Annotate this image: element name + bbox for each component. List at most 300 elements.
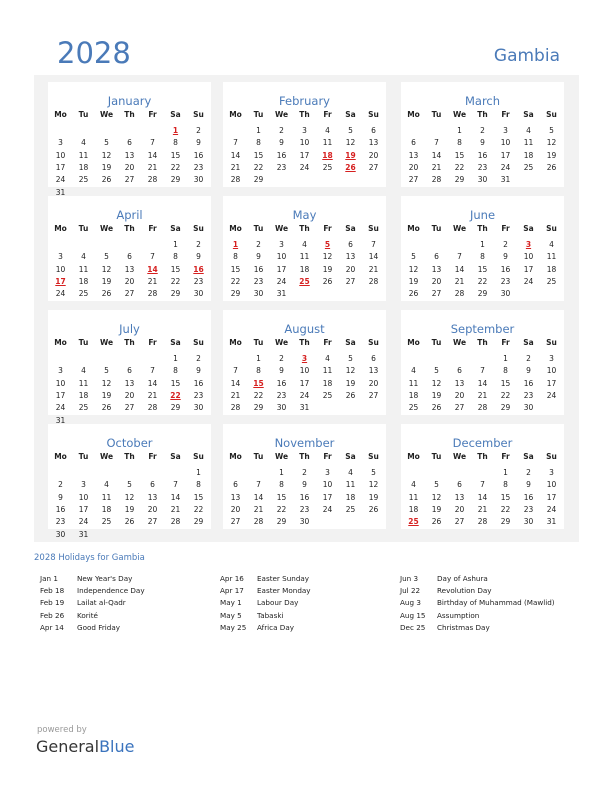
calendar-day: 19 [101,390,112,400]
calendar-day: 12 [431,378,442,388]
month-march [401,82,564,187]
calendar-day: 6 [457,366,462,376]
calendar-day: 21 [147,162,158,172]
calendar-day: 7 [480,366,485,376]
weekday-header: Tu [431,452,442,461]
calendar-day: 8 [196,480,201,490]
calendar-day: 3 [58,138,63,148]
weekday-header: Mo [54,224,67,233]
calendar-day: 23 [477,162,488,172]
calendar-day: 3 [58,252,63,262]
calendar-day: 8 [503,366,508,376]
holiday-date: Jan 1 [40,574,58,583]
holiday-name: Birthday of Muhammad (Mawlid) [437,598,555,608]
calendar-day: 15 [170,150,181,160]
month-february [223,82,386,187]
calendar-day: 31 [276,289,287,299]
calendar-day: 27 [147,517,158,527]
calendar-day: 21 [431,162,442,172]
weekday-header: Th [477,338,488,347]
calendar-day: 1 [279,468,284,477]
calendar-day: 24 [299,390,310,400]
calendar-day: 23 [276,390,287,400]
weekday-header: Tu [78,224,89,233]
calendar-day: 30 [523,403,534,413]
calendar-day: 19 [546,150,557,160]
calendar-day: 13 [124,150,135,160]
calendar-day: 10 [55,378,66,388]
calendar-day: 29 [193,517,204,527]
calendar-day: 4 [348,468,353,477]
calendar-day: 14 [477,492,488,502]
calendar-day: 13 [368,138,379,148]
holiday-day: 25 [408,517,419,527]
holiday-name: Labour Day [257,598,299,608]
weekday-header: Mo [229,452,242,461]
calendar-day: 20 [124,276,135,286]
calendar-day: 5 [104,252,109,262]
calendar-day: 22 [193,504,204,514]
holiday-date: Aug 3 [400,598,421,608]
calendar-day: 23 [55,517,66,527]
calendar-day: 19 [101,162,112,172]
weekday-header: Th [477,452,488,461]
weekday-header: Tu [253,110,264,119]
holiday-day: 3 [525,240,532,249]
month-october [48,424,211,539]
calendar-day: 16 [193,378,204,388]
weekday-header: Su [193,224,204,233]
month-name: June [469,208,496,222]
calendar-day: 9 [196,252,201,262]
holiday-day: 16 [193,264,204,274]
calendar-day: 8 [480,252,485,262]
calendar-day: 5 [104,366,109,376]
weekday-header: Su [368,338,379,347]
calendar-day: 2 [480,126,485,135]
weekday-header: Mo [229,224,242,233]
calendar-day: 22 [230,276,241,286]
calendar-day: 7 [457,252,462,262]
calendar-day: 11 [345,480,356,490]
calendar-day: 21 [230,390,241,400]
calendar-day: 27 [454,517,465,527]
calendar-day: 27 [368,162,379,172]
weekday-header: Fr [148,224,157,233]
calendar-day: 4 [325,354,330,363]
weekday-header: Mo [54,338,67,347]
calendar-day: 1 [196,468,201,477]
year-title: 2028 [57,36,131,70]
holiday-day: 18 [322,150,333,160]
calendar-day: 6 [371,126,376,135]
weekday-header: Su [193,338,204,347]
calendar-day: 9 [196,366,201,376]
weekday-header: Sa [523,338,534,347]
calendar-day: 18 [78,390,89,400]
calendar-day: 1 [173,354,178,363]
calendar-day: 18 [299,264,310,274]
calendar-day: 23 [500,276,511,286]
calendar-day: 8 [279,480,284,490]
calendar-day: 25 [322,162,333,172]
calendar-day: 5 [348,126,353,135]
calendar-day: 8 [256,366,261,376]
calendar-day: 11 [299,252,310,262]
calendar-day: 25 [408,403,419,413]
calendar-day: 30 [523,517,534,527]
calendar-day: 12 [101,150,112,160]
holiday-day: 19 [345,150,356,160]
calendar-day: 17 [546,492,557,502]
weekday-header: We [274,452,289,461]
calendar-day: 20 [368,150,379,160]
calendar-day: 21 [170,504,181,514]
calendar-day: 16 [253,264,264,274]
weekday-header: Su [546,338,557,347]
calendar-day: 14 [147,150,158,160]
calendar-day: 28 [253,517,264,527]
calendar-day: 29 [253,403,264,413]
weekday-header: Sa [523,452,534,461]
calendar-day: 16 [523,378,534,388]
calendar-day: 1 [256,354,261,363]
holiday-day: 17 [55,276,66,286]
calendar-day: 7 [173,480,178,490]
calendar-day: 17 [299,150,310,160]
calendar-day: 12 [345,366,356,376]
calendar-day: 21 [368,264,379,274]
calendar-day: 28 [147,175,158,185]
calendar-day: 9 [503,252,508,262]
holiday-day: 5 [324,240,331,249]
holiday-date: Feb 26 [40,610,65,620]
calendar-day: 7 [434,138,439,148]
calendar-day: 29 [276,517,287,527]
calendar-day: 20 [230,504,241,514]
weekday-header: We [99,224,114,233]
calendar-day: 17 [55,390,66,400]
calendar-day: 24 [546,390,557,400]
calendar-day: 2 [526,468,531,477]
calendar-day: 23 [253,276,264,286]
month-name: January [107,94,152,108]
weekday-header: Th [299,110,310,119]
calendar-day: 28 [230,403,241,413]
calendar-day: 28 [454,289,465,299]
holiday-day: 1 [172,126,179,135]
calendar-day: 23 [299,504,310,514]
calendar-day: 26 [408,289,419,299]
calendar-day: 16 [193,150,204,160]
calendar-day: 11 [523,138,534,148]
calendar-day: 24 [78,517,89,527]
calendar-day: 25 [101,517,112,527]
calendar-day: 5 [371,468,376,477]
calendar-day: 17 [546,378,557,388]
weekday-header: Su [193,452,204,461]
calendar-day: 7 [150,138,155,148]
weekday-header: Th [299,224,310,233]
calendar-day: 10 [546,480,557,490]
powered-by-text: powered by [37,725,87,735]
calendar-day: 30 [55,529,66,539]
calendar-day: 12 [322,252,333,262]
calendar-day: 4 [411,480,416,490]
calendar-day: 26 [101,403,112,413]
calendar-day: 1 [457,126,462,135]
calendar-day: 6 [150,480,155,490]
holiday-name: Tabaski [257,610,284,620]
calendar-day: 30 [193,289,204,299]
calendar-day: 26 [546,162,557,172]
calendar-day: 9 [526,366,531,376]
calendar-day: 3 [279,240,284,249]
calendar-day: 25 [523,162,534,172]
calendar-day: 29 [170,289,181,299]
calendar-day: 9 [279,366,284,376]
holiday-day: 1 [232,240,239,249]
calendar-day: 26 [101,289,112,299]
weekday-header: Mo [54,110,67,119]
calendar-day: 8 [173,366,178,376]
calendar-day: 23 [523,504,534,514]
calendar-day: 6 [371,354,376,363]
calendar-day: 26 [322,276,333,286]
month-name: August [284,322,325,336]
weekday-header: Th [299,452,310,461]
calendar-day: 2 [302,468,307,477]
weekday-header: Su [368,110,379,119]
calendar-day: 17 [78,504,89,514]
calendar-day: 10 [299,366,310,376]
calendar-day: 17 [523,264,534,274]
calendar-day: 19 [124,504,135,514]
month-november [223,424,386,529]
weekday-header: Sa [345,110,356,119]
calendar-day: 4 [325,126,330,135]
calendar-day: 26 [431,403,442,413]
holiday-day: 15 [253,378,264,388]
calendar-day: 15 [253,150,264,160]
weekday-header: Tu [253,452,264,461]
calendar-day: 7 [480,480,485,490]
calendar-day: 18 [408,504,419,514]
calendar-day: 19 [345,378,356,388]
calendar-day: 2 [196,354,201,363]
calendar-day: 14 [253,492,264,502]
calendar-day: 2 [503,240,508,249]
calendar-day: 10 [55,150,66,160]
calendar-day: 29 [230,289,241,299]
calendar-day: 13 [431,264,442,274]
calendar-day: 14 [170,492,181,502]
calendar-day: 5 [348,354,353,363]
calendar-day: 14 [454,264,465,274]
calendar-day: 15 [477,264,488,274]
calendar-day: 20 [431,276,442,286]
calendar-day: 19 [368,492,379,502]
calendar-day: 16 [500,264,511,274]
calendar-day: 26 [124,517,135,527]
brand-logo [36,737,134,756]
calendar-day: 1 [503,468,508,477]
holiday-name: Easter Sunday [257,574,310,583]
calendar-day: 27 [408,175,419,185]
calendar-day: 14 [147,378,158,388]
calendar-day: 25 [322,390,333,400]
calendar-day: 26 [368,504,379,514]
calendar-day: 13 [368,366,379,376]
calendar-day: 28 [477,517,488,527]
calendar-day: 22 [170,162,181,172]
calendar-day: 31 [299,403,310,413]
calendar-day: 4 [411,366,416,376]
calendar-day: 4 [81,366,86,376]
calendar-day: 18 [101,504,112,514]
calendar-grid [34,75,579,542]
calendar-day: 8 [233,252,238,262]
weekday-header: Fr [323,224,332,233]
calendar-day: 24 [276,276,287,286]
month-name: September [450,322,515,336]
weekday-header: Fr [501,452,510,461]
calendar-day: 6 [127,252,132,262]
month-name: July [119,322,140,336]
calendar-day: 23 [276,162,287,172]
weekday-header: Th [124,452,135,461]
calendar-day: 14 [230,150,241,160]
calendar-day: 10 [546,366,557,376]
weekday-header: Sa [345,338,356,347]
calendar-day: 4 [526,126,531,135]
calendar-day: 19 [322,264,333,274]
weekday-header: Tu [253,224,264,233]
calendar-day: 6 [233,480,238,490]
calendar-day: 26 [101,175,112,185]
calendar-day: 3 [302,126,307,135]
weekday-header: We [452,452,467,461]
weekday-header: Th [299,338,310,347]
calendar-day: 30 [193,175,204,185]
holiday-date: Jul 22 [400,586,421,596]
calendar-day: 7 [256,480,261,490]
calendar-day: 31 [78,529,89,539]
calendar-day: 10 [523,252,534,262]
calendar-day: 22 [170,276,181,286]
holiday-date: Apr 14 [40,622,64,632]
calendar-day: 27 [124,289,135,299]
holiday-date: Aug 15 [400,610,426,620]
calendar-day: 7 [150,252,155,262]
month-september [401,310,564,415]
calendar-day: 19 [408,276,419,286]
calendar-day: 22 [253,162,264,172]
calendar-day: 28 [170,517,181,527]
weekday-header: We [452,110,467,119]
calendar-day: 24 [546,504,557,514]
calendar-day: 18 [546,264,557,274]
calendar-day: 12 [345,138,356,148]
calendar-day: 15 [500,378,511,388]
weekday-header: Fr [323,110,332,119]
calendar-day: 7 [150,366,155,376]
calendar-day: 15 [500,492,511,502]
calendar-day: 13 [147,492,158,502]
calendar-day: 22 [454,162,465,172]
calendar-day: 14 [230,378,241,388]
calendar-day: 29 [500,517,511,527]
weekday-header: Th [477,110,488,119]
weekday-header: Sa [523,224,534,233]
calendar-day: 20 [368,378,379,388]
calendar-day: 3 [549,354,554,363]
holiday-name: Assumption [437,610,480,620]
weekday-header: Fr [323,338,332,347]
calendar-day: 24 [55,403,66,413]
holiday-day: 3 [301,354,308,363]
weekday-header: Su [368,224,379,233]
calendar-day: 14 [368,252,379,262]
month-name: March [464,94,501,108]
calendar-day: 11 [78,378,89,388]
calendar-day: 5 [434,480,439,490]
calendar-day: 10 [78,492,89,502]
holiday-name: Christmas Day [437,622,490,632]
weekday-header: We [99,110,114,119]
holiday-name: Day of Ashura [437,574,488,583]
weekday-header: Th [477,224,488,233]
weekday-header: We [274,338,289,347]
calendar-day: 7 [233,366,238,376]
calendar-day: 31 [55,187,66,197]
weekday-header: Mo [407,224,420,233]
calendar-day: 9 [302,480,307,490]
weekday-header: We [274,224,289,233]
calendar-day: 15 [170,378,181,388]
calendar-day: 13 [230,492,241,502]
holiday-date: May 5 [220,610,242,620]
weekday-header: Fr [148,338,157,347]
calendar-day: 30 [193,403,204,413]
weekday-header: Sa [345,224,356,233]
weekday-header: Mo [54,452,67,461]
calendar-day: 31 [500,175,511,185]
calendar-day: 12 [124,492,135,502]
month-name: December [452,436,513,450]
calendar-day: 20 [454,390,465,400]
calendar-day: 9 [279,138,284,148]
calendar-day: 1 [503,354,508,363]
calendar-day: 20 [345,264,356,274]
calendar-day: 16 [299,492,310,502]
month-may [223,196,386,301]
calendar-day: 4 [81,138,86,148]
weekday-header: Fr [501,224,510,233]
holiday-date: May 1 [220,598,242,608]
calendar-day: 23 [193,390,204,400]
calendar-day: 21 [454,276,465,286]
calendar-day: 30 [276,403,287,413]
calendar-day: 4 [549,240,554,249]
calendar-day: 24 [55,175,66,185]
calendar-day: 30 [500,289,511,299]
weekday-header: Th [124,224,135,233]
calendar-day: 21 [230,162,241,172]
calendar-day: 28 [368,276,379,286]
calendar-day: 2 [279,354,284,363]
calendar-day: 6 [127,138,132,148]
